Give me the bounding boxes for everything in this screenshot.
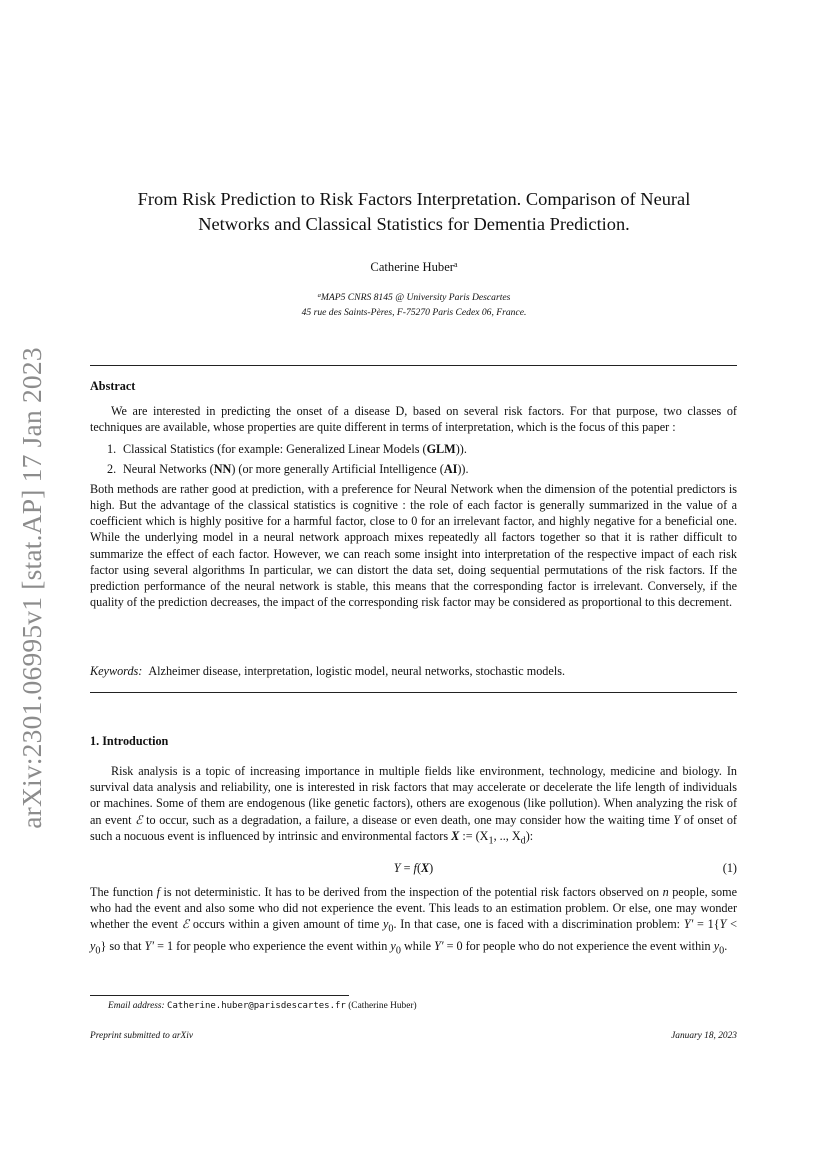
title-line-1: From Risk Prediction to Risk Factors Interpretation. Comparison of Neural bbox=[137, 189, 691, 209]
footer-left: Preprint submitted to arXiv bbox=[90, 1031, 194, 1041]
abstract-main-text: Both methods are rather good at prediction, with a preference for Neural Network when the dimension of the potential predictors is high. But the advantage of the classical statistics is cognitive : the role of each factor is generally summarized in the value of a coefficient which is highly positive for a harmful factor, close to 0 for an irrelevant factor, and highly negative for a beneficial one. While the underlying model in a neural network approach mixes repeatedly all factors together so that it is rather difficult to summarize the effect of each factor. However, we can reach some insight into interpretation of the respective impact of each risk factor using several algorithms In particular, we can distort the data set, doing sequential permutations of the risk factors. If the prediction performance of the neural network is stable, this means that the corresponding factor is irrelevant. Conversely, if the quality of the prediction decreases, the impact of the corresponding risk factor may be considered as proportional to this decrement. bbox=[90, 481, 737, 610]
affiliation bbox=[92, 289, 736, 320]
abstract-intro: We are interested in predicting the onset of a disease D, based on several risk factors. For that purpose, two classes of techniques are available, whose properties are quite different in terms of interpretation, which is the focus of this paper : bbox=[90, 404, 737, 435]
affiliation-line-2: 45 rue des Saints-Pères, F-75270 Paris Cedex 06, France. bbox=[301, 306, 527, 318]
equation-expression: Y = f(X) bbox=[393, 861, 434, 875]
footnote-name: (Catherine Huber) bbox=[348, 1001, 417, 1011]
abstract-bottom-rule bbox=[90, 692, 737, 693]
title-line-2: Networks and Classical Statistics for Dementia Prediction. bbox=[198, 214, 630, 234]
list-item: 2. Neural Networks (NN) (or more generally Artificial Intelligence (AI)). bbox=[107, 461, 469, 476]
intro-paragraph-2: The function f is not deterministic. It has to be derived from the inspection of the potential risk factors observed on n people, some who had the event and also some who did not experience the event. This leads to an estimation problem. Or else, one may wonder whether the event ℰ occurs within a given amount of time $y_0$. In that case, one is faced with a discrimination problem: $Y' = 1\{Y < y_0\}$ so that Y′ = 1 for people who experience the event within $y_0$ while Y′ = 0 for people who do not experience the event within $y_0$. bbox=[90, 885, 737, 957]
abstract-heading: Abstract bbox=[90, 379, 136, 393]
intro-paragraph-1: Risk analysis is a topic of increasing importance in multiple fields like environment, technology, medicine and biology. In survival data analysis and reliability, one is interested in risk factors that may accelerate or decelerate the life length of individuals or machines. Some of them are endogenous (like genetic factors), others are exogenous (like pollution). When analyzing the risk of an event ℰ to occur, such as a degradation, a failure, a disease or even death, one may consider how the waiting time Y of onset of such a nocuous event is influenced by intrinsic and environmental factors X := ($X_1$, .., $X_d$): bbox=[90, 764, 737, 847]
section-heading: 1. Introduction bbox=[90, 734, 169, 748]
footnote-rule bbox=[90, 995, 349, 996]
author-line bbox=[92, 260, 736, 275]
affiliation-mark: a bbox=[317, 292, 321, 299]
footnote-label: Email address: bbox=[108, 1001, 165, 1011]
author-name: Catherine Huber bbox=[370, 260, 454, 274]
arxiv-id-text: arXiv:2301.06995v1 [stat.AP] 17 Jan 2023 bbox=[16, 347, 48, 829]
email-link[interactable]: Catherine.huber@parisdescartes.fr bbox=[167, 1001, 346, 1011]
footnote bbox=[108, 1001, 417, 1011]
author-mark: a bbox=[454, 260, 458, 269]
paper-title bbox=[92, 187, 736, 237]
abstract-top-rule bbox=[90, 365, 737, 366]
footer-date: January 18, 2023 bbox=[671, 1031, 737, 1041]
abstract-body bbox=[90, 403, 737, 610]
keywords-label: Keywords: bbox=[90, 664, 143, 678]
equation-number: (1) bbox=[722, 861, 737, 875]
list-item: 1. Classical Statistics (for example: Generalized Linear Models (GLM)). bbox=[107, 442, 467, 457]
arxiv-sidebar bbox=[3, 340, 61, 836]
page-footer bbox=[90, 1031, 737, 1041]
abstract-list bbox=[90, 441, 737, 476]
affiliation-line-1: $^a$MAP5 CNRS 8145 @ University Paris Descartes bbox=[317, 292, 511, 303]
keywords-text: Alzheimer disease, interpretation, logistic model, neural networks, stochastic models. bbox=[148, 664, 565, 678]
equation-1 bbox=[90, 861, 737, 877]
keywords bbox=[90, 664, 737, 679]
